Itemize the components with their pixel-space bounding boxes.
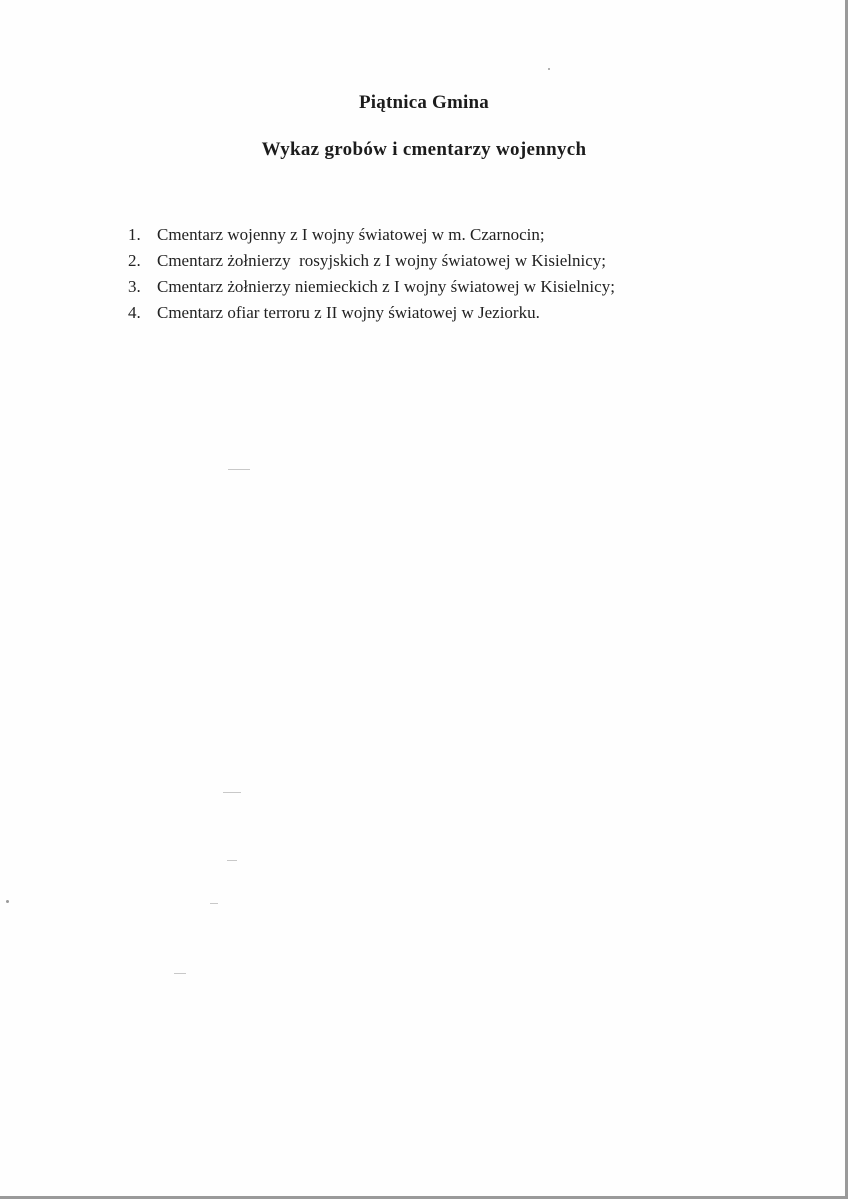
list-item-number: 2. [128, 251, 141, 270]
scan-mark [228, 469, 250, 470]
list-item [128, 274, 615, 300]
scan-mark [174, 973, 186, 974]
scan-dot [6, 900, 9, 903]
list-item-text: Cmentarz żołnierzy rosyjskich z I wojny światowej w Kisielnicy; [157, 251, 606, 270]
list-item-number: 1. [128, 225, 141, 244]
list-item [128, 248, 615, 274]
list-item [128, 300, 615, 326]
list-item-text: Cmentarz żołnierzy niemieckich z I wojny światowej w Kisielnicy; [157, 277, 615, 296]
document-subtitle: Wykaz grobów i cmentarzy wojennych [261, 139, 587, 160]
scan-mark [210, 903, 218, 904]
list-item [128, 222, 615, 248]
scan-mark [223, 792, 241, 793]
list-item-text: Cmentarz ofiar terroru z II wojny światowej w Jeziorku. [157, 303, 540, 322]
scan-mark [227, 860, 237, 861]
document-title: Piątnica Gmina [359, 92, 489, 113]
war-graves-list [128, 222, 615, 326]
list-item-text: Cmentarz wojenny z I wojny światowej w m. Czarnocin; [157, 225, 545, 244]
list-item-number: 3. [128, 277, 141, 296]
list-item-number: 4. [128, 303, 141, 322]
scan-dot [548, 68, 550, 70]
